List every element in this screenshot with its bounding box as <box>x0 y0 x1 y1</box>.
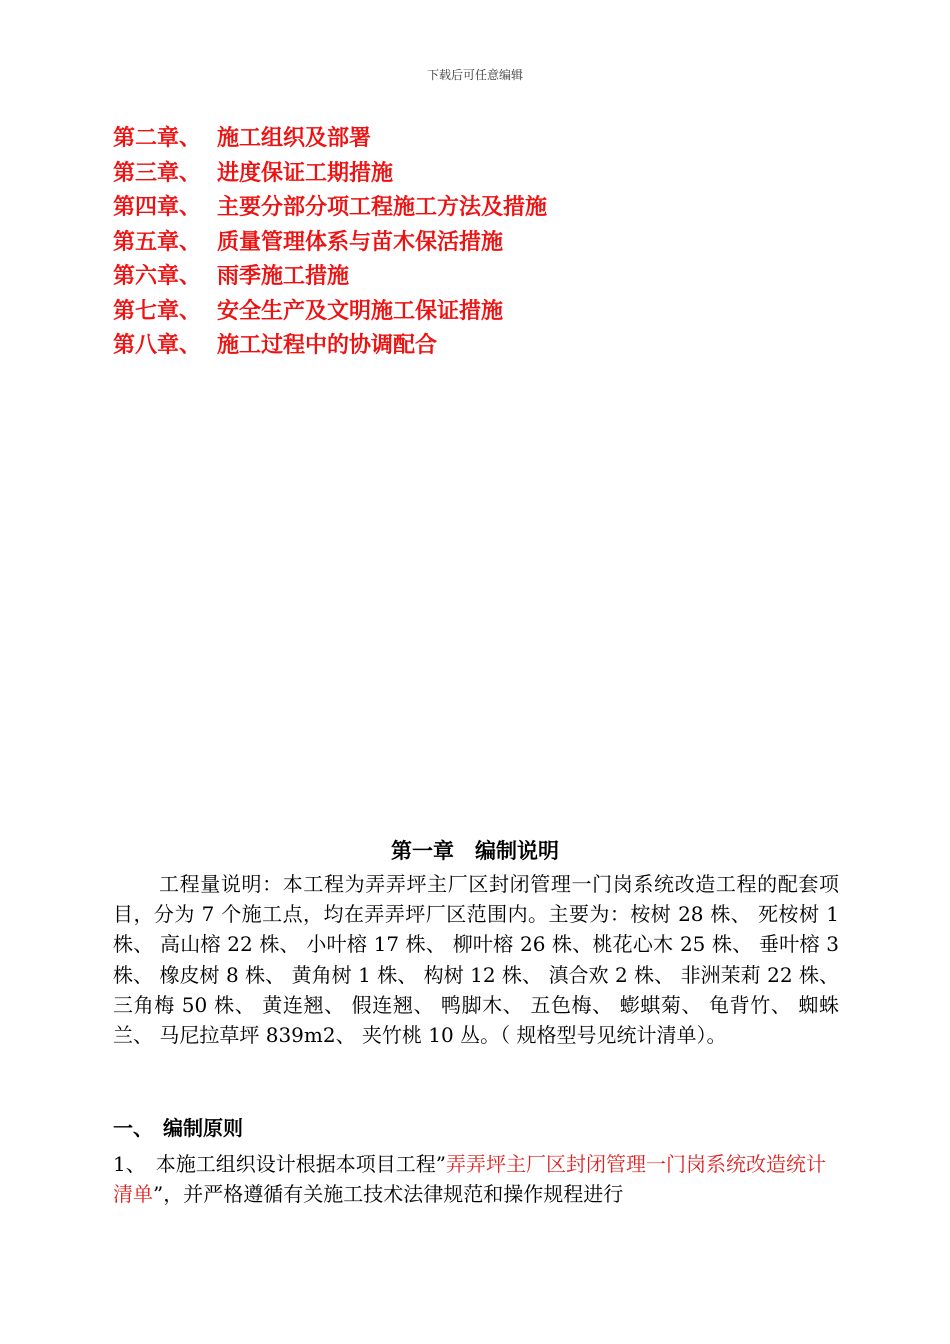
principle-paragraph <box>113 1149 839 1209</box>
toc-number: 第二章、 <box>113 126 202 151</box>
toc-item-chapter-5 <box>113 226 547 261</box>
toc-number: 第六章、 <box>113 264 202 289</box>
toc-title: 安全生产及文明施工保证措施 <box>217 298 504 324</box>
toc-title: 主要分部分项工程施工方法及措施 <box>217 195 548 220</box>
toc-number: 第三章、 <box>113 160 202 186</box>
toc-number: 第八章、 <box>113 333 202 358</box>
toc-item-chapter-7 <box>113 295 547 330</box>
toc-item-chapter-4 <box>113 191 547 226</box>
quantity-description-paragraph: 工程量说明：本工程为弄弄坪主厂区封闭管理一门岗系统改造工程的配套项目，分为 7 个施工点，均在弄弄坪厂区范围内。主要为：桉树 28 株、 死桉树 1 株、 高山榕 22 株、 小叶榕 17 株、 柳叶榕 26 株、桃花心木 25 株、 垂叶榕 3 株、 橡皮树 8 株、 黄角树 1 株、 构树 12 株、 滇合欢 2 株、 非洲茉莉 22 株、 三角梅 50 株、 黄连翘、 假连翘、 鸭脚木、 五色梅、 蟛蜞菊、 龟背竹、 蜘蛛兰、 马尼拉草坪 839m2、 夹竹桃 10 丛。（ 规格型号见统计清单）。 <box>113 872 839 1048</box>
table-of-contents <box>113 122 547 364</box>
principle-highlight: 弄弄坪主厂区封闭管理一门岗系统改造统计清单 <box>113 1152 826 1207</box>
principle-prefix: 1、 本施工组织设计根据本项目工程” <box>113 1152 446 1176</box>
page-header: 下载后可任意编辑 <box>426 68 523 82</box>
toc-number: 第五章、 <box>113 229 202 255</box>
toc-title: 施工组织及部署 <box>217 126 372 151</box>
toc-item-chapter-3 <box>113 157 547 192</box>
toc-item-chapter-8 <box>113 329 547 364</box>
toc-item-chapter-6 <box>113 260 547 295</box>
section-heading: 一、 编制原则 <box>113 1116 243 1140</box>
toc-title: 雨季施工措施 <box>217 264 350 289</box>
chapter-title: 第一章 编制说明 <box>391 839 559 863</box>
toc-number: 第四章、 <box>113 195 202 220</box>
toc-item-chapter-2 <box>113 122 547 157</box>
principle-suffix: ”，并严格遵循有关施工技术法律规范和操作规程进行 <box>153 1182 624 1207</box>
toc-number: 第七章、 <box>113 298 202 324</box>
toc-title: 进度保证工期措施 <box>217 160 394 186</box>
toc-title: 质量管理体系与苗木保活措施 <box>217 229 504 255</box>
toc-title: 施工过程中的协调配合 <box>217 333 438 358</box>
